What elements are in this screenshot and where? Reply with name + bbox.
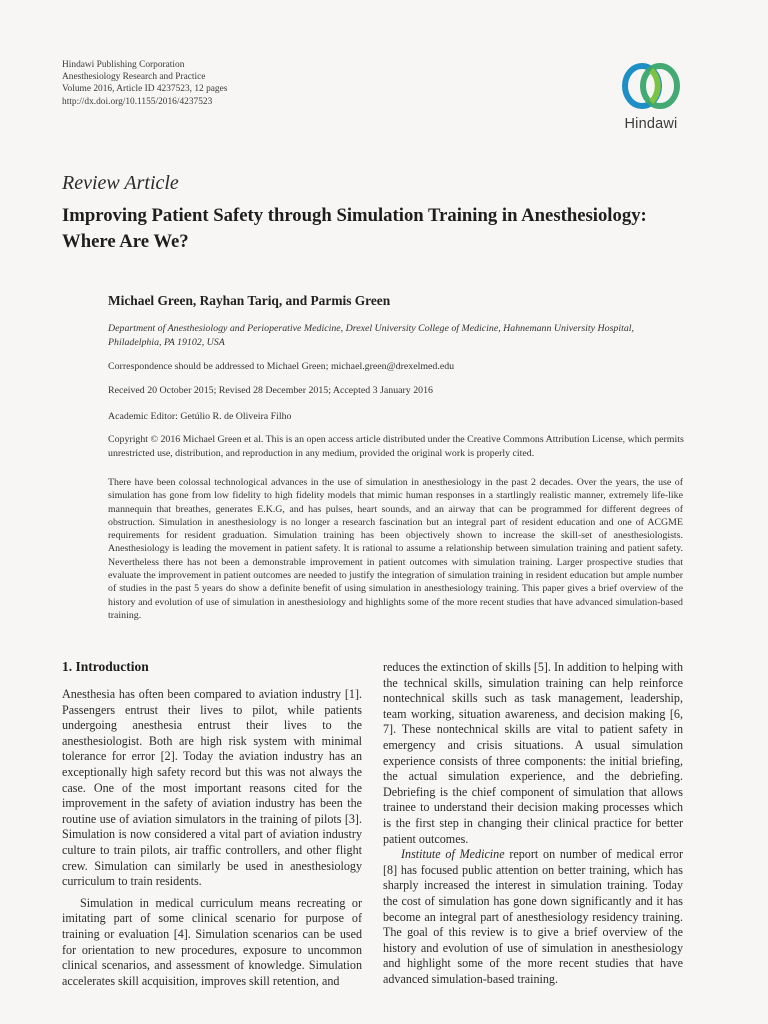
paragraph	[383, 847, 683, 987]
copyright-notice: Copyright © 2016 Michael Green et al. This is an open access article distributed under the Creative Commons Attribution License, which permits unrestricted use, distribution, and reproduction in any medium, provided the original work is properly cited.	[108, 434, 684, 460]
paragraph: Simulation in medical curriculum means recreating or imitating part of some clinical scenario for purpose of training or evaluation [4]. Simulation scenarios can be used for orientation to new procedures, exposure to uncommon clinical scenarios, and assessment of knowledge. Simulation accelerates skill acquisition, improves skill retention, and	[62, 895, 362, 988]
paragraph: Anesthesia has often been compared to aviation industry [1]. Passengers entrust their lives to pilot, while patients undergoing anesthesia entrust their lives to the anesthesiologist. Both are high risk system with minimal tolerance for error [2]. Today the aviation industry has an exceptionally high safety record but this was not always the case. One of the most important reasons cited for the improvement in the safety of aviation industry has been the routine use of aviation simulators in the training of pilots [3]. Simulation is now considered a vital part of aviation industry culture to train pilots, air traffic controllers, and other flight crew. Simulation can similarly be used in anesthesiology curriculum to train residents.	[62, 687, 362, 889]
journal-header	[62, 59, 227, 108]
abstract: There have been colossal technological advances in the use of simulation in anesthesiology in the past 2 decades. Over the years, the use of simulation has gone from low fidelity to high fidelity models that mimic human responses in a startlingly realistic manner, extremely life-like mannequin that breathes, generates E.K.G, and has pulses, heart sounds, and an airway that can be programmed for different degrees of obstruction. Simulation in anesthesiology is no longer a research fascination but an integral part of resident education and one of ACGME requirements for resident graduation. Simulation training has been objectively shown to increase the skill-set of anesthesiologists. Anesthesiology is leading the movement in patient safety. It is rational to assume a relationship between simulation training and patient safety. Nevertheless there has not been a demonstrable improvement in patient outcomes with simulation training. Larger prospective studies that evaluate the improvement in patient outcomes are needed to justify the integration of simulation training in resident education but ample number of studies in the past 5 years do show a definite benefit of using simulation in anesthesiology training. This paper gives a brief overview of the history and evolution of use of simulation in anesthesiology and highlights some of the more recent studies that have advanced simulation-based training.	[108, 477, 683, 621]
affiliation: Department of Anesthesiology and Perioperative Medicine, Drexel University College of Medicine, Hahnemann University Hospital, Philadelphia, PA 19102, USA	[108, 323, 634, 349]
author-list: Michael Green, Rayhan Tariq, and Parmis Green	[108, 293, 391, 308]
correspondence-line: Correspondence should be addressed to Michael Green; michael.green@drexelmed.edu	[108, 361, 455, 372]
academic-editor: Academic Editor: Getúlio R. de Oliveira Filho	[108, 411, 292, 422]
article-title: Improving Patient Safety through Simulation Training in Anesthesiology: Where Are We?	[62, 205, 647, 252]
doi-link[interactable]: http://dx.doi.org/10.1155/2016/4237523	[62, 96, 213, 107]
journal-name: Anesthesiology Research and Practice	[62, 72, 206, 83]
italic-phrase: Institute of Medicine	[401, 847, 505, 862]
volume-line: Volume 2016, Article ID 4237523, 12 pages	[62, 84, 228, 95]
article-type: Review Article	[62, 172, 179, 194]
section-heading: 1. Introduction	[62, 659, 149, 674]
paragraph: reduces the extinction of skills [5]. In addition to helping with the technical skills, simulation training can help reinforce nontechnical skills such as task management, leadership, team working, situation awareness, and decision making [6, 7]. These nontechnical skills are vital to patient safety in emergency and crisis situations. A usual simulation experience consists of three components: the initial briefing, the actual simulation experience, and the debriefing. Debriefing is the chief component of simulation that allows trainee to understand their decision making processes which is the first step in changing their clinical practice for better patient outcomes.	[383, 660, 683, 846]
dates-line: Received 20 October 2015; Revised 28 December 2015; Accepted 3 January 2016	[108, 385, 433, 396]
column-right	[383, 660, 683, 987]
paragraph-text: report on number of medical error [8] has focused public attention on better training, which has sharply increased the interest in simulation training. Today the cost of simulation has gone down significantly and it has become an integral part of anesthesiology residency training. The goal of this review is to give a brief overview of the history and evolution of use of simulation in anesthesiology and highlight some of the more recent studies that have advanced simulation-based training.	[383, 847, 683, 986]
hindawi-logo-text: Hindawi	[624, 116, 678, 132]
column-left	[62, 687, 362, 989]
publisher-line: Hindawi Publishing Corporation	[62, 60, 185, 70]
